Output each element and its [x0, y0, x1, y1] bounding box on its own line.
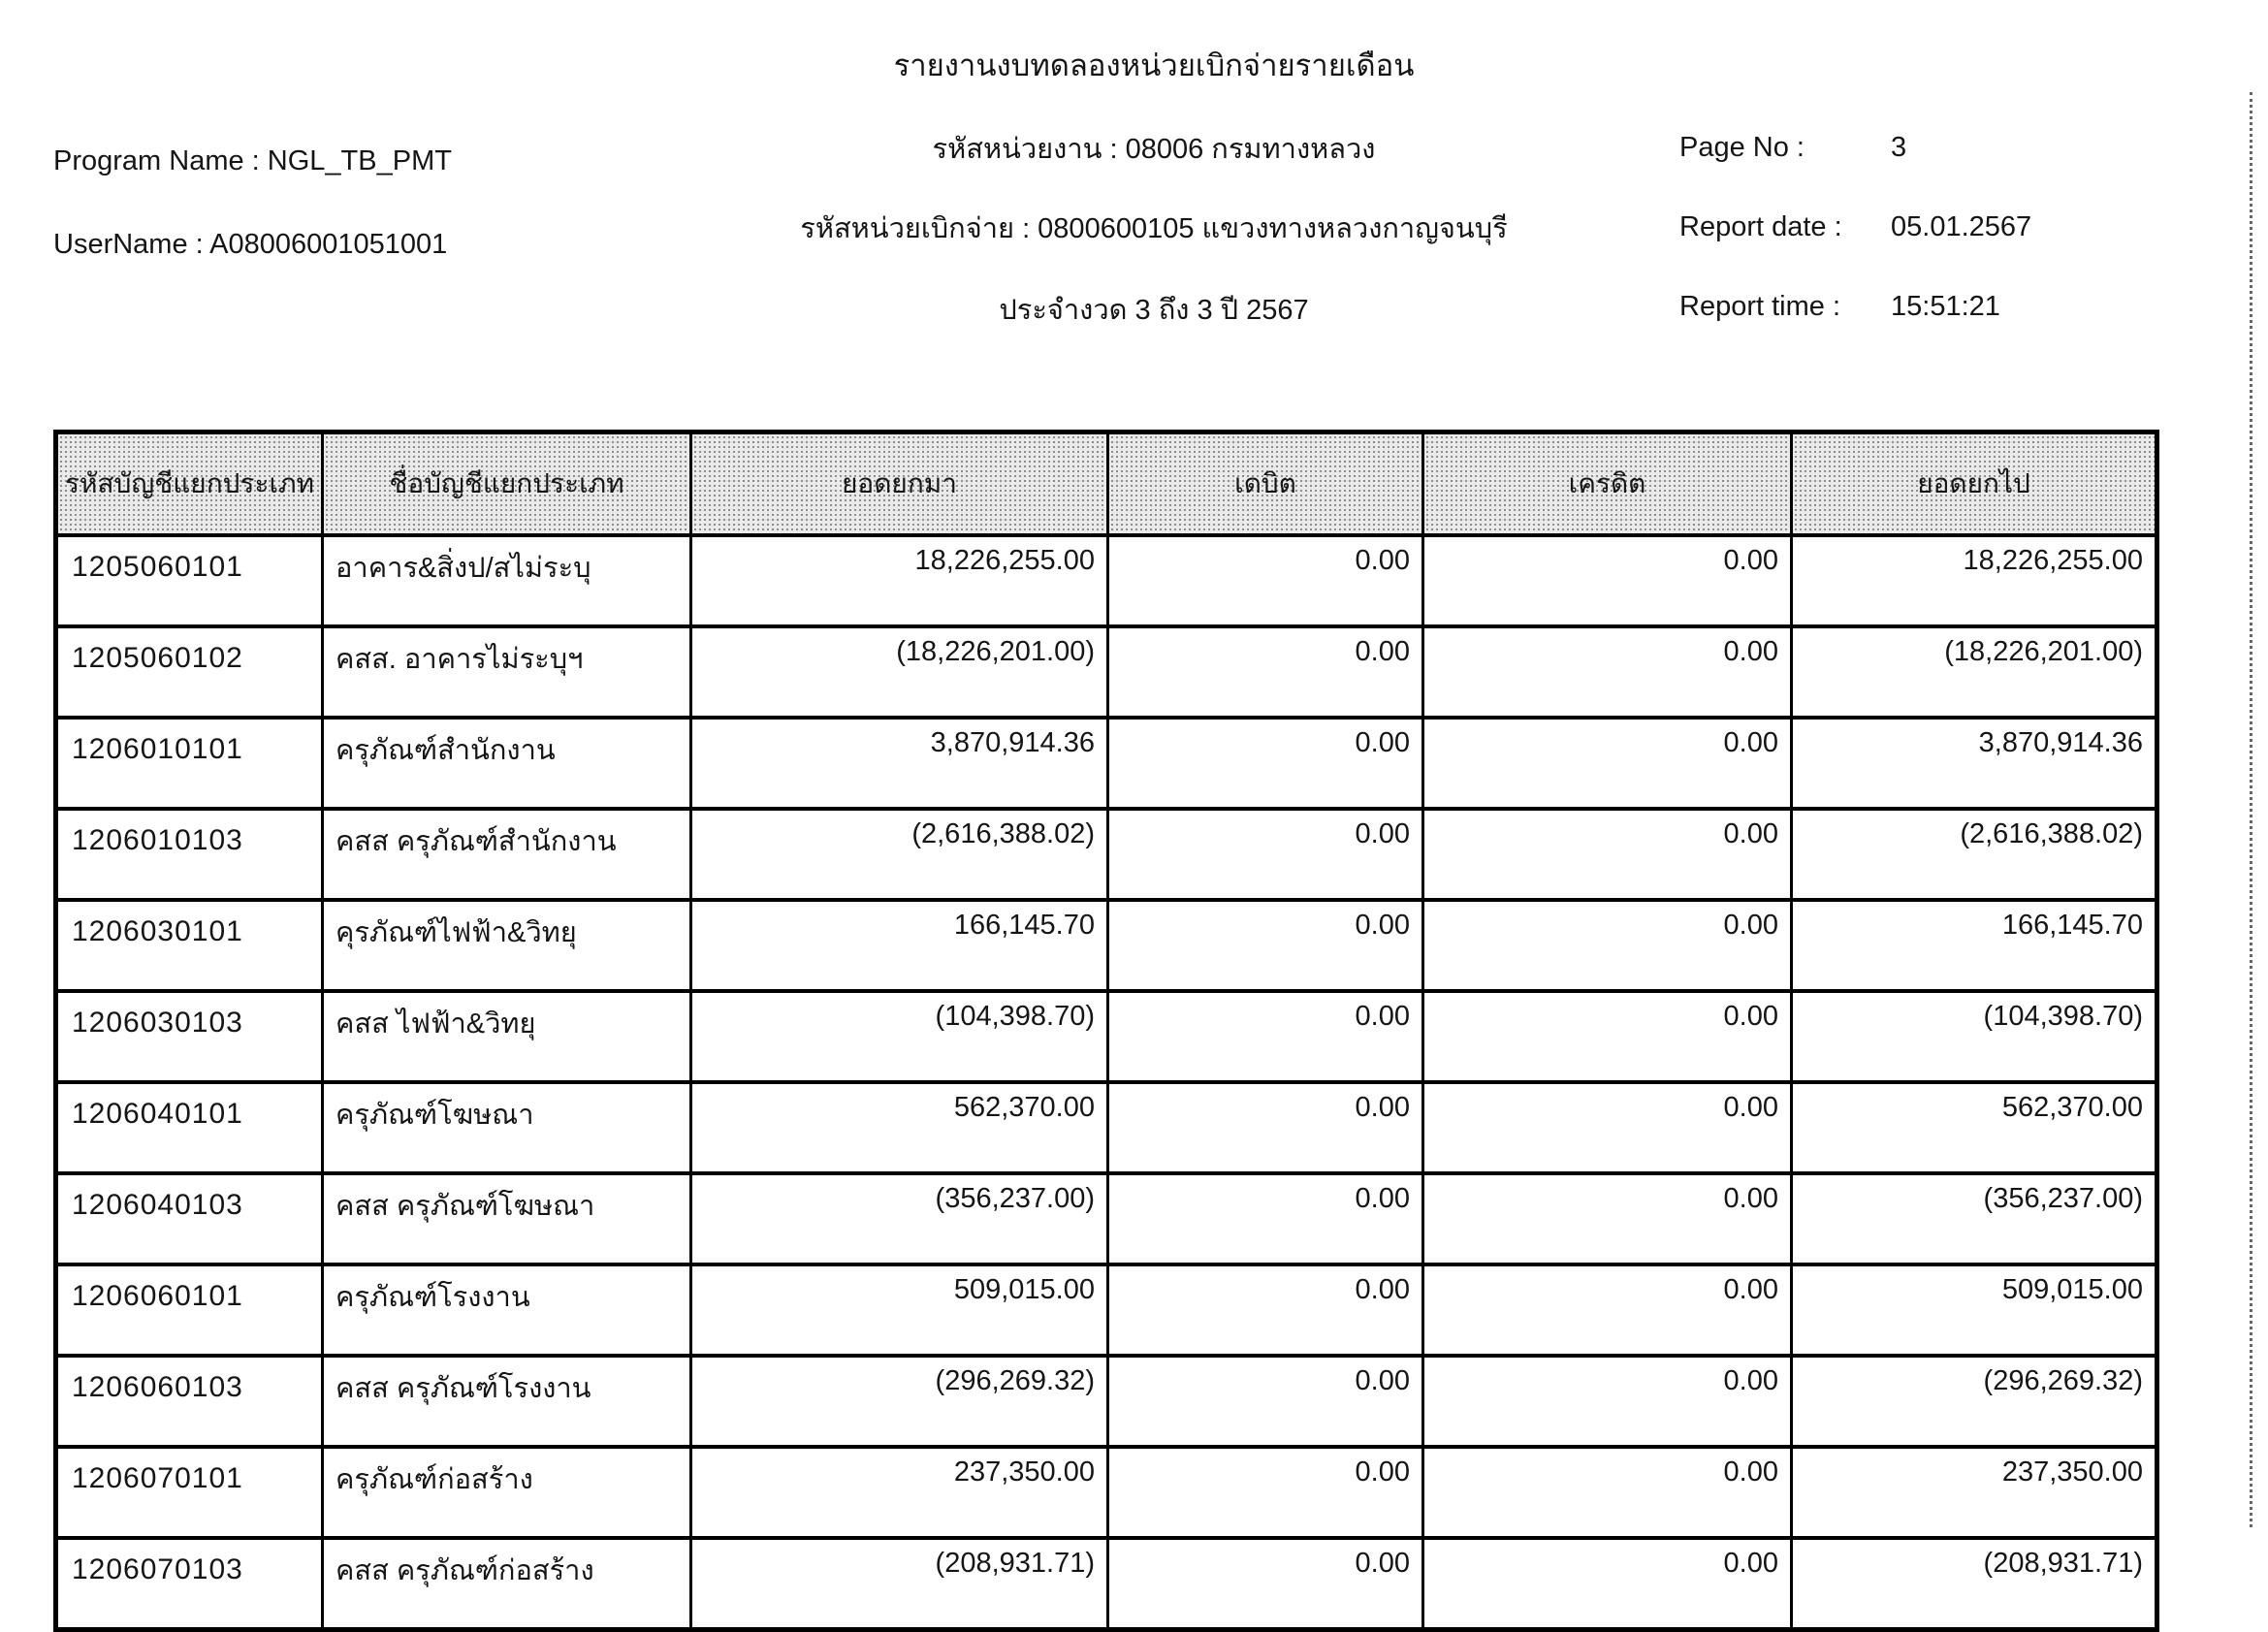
account-name-cell: คุรภัณฑ์ไฟฟ้า&วิทยุ — [323, 900, 691, 991]
debit-cell: 0.00 — [1108, 1173, 1423, 1264]
account-name-cell: คสส ครุภัณฑ์สำนักงาน — [323, 809, 691, 900]
balance-carry-cell: 237,350.00 — [1792, 1447, 2157, 1538]
table-body — [56, 535, 2157, 1630]
table-row — [56, 535, 2157, 626]
program-name-value: NGL_TB_PMT — [267, 145, 452, 176]
account-code-cell: 1206070103 — [56, 1538, 323, 1630]
page-no-label: Page No : — [1679, 132, 1805, 163]
balance-forward-cell: (104,398.70) — [691, 991, 1108, 1082]
debit-cell: 0.00 — [1108, 900, 1423, 991]
balance-carry-cell: 3,870,914.36 — [1792, 718, 2157, 809]
period-line: ประจำงวด 3 ถึง 3 ปี 2567 — [999, 295, 1309, 326]
col-header-debit: เดบิต — [1108, 432, 1423, 536]
table-row — [56, 1538, 2157, 1630]
balance-forward-cell: (2,616,388.02) — [691, 809, 1108, 900]
credit-cell: 0.00 — [1423, 1264, 1792, 1356]
balance-carry-cell: 166,145.70 — [1792, 900, 2157, 991]
col-header-credit: เครดิต — [1423, 432, 1792, 536]
debit-cell: 0.00 — [1108, 1264, 1423, 1356]
balance-forward-cell: (296,269.32) — [691, 1356, 1108, 1447]
trial-balance-table — [53, 430, 2159, 1632]
table-row — [56, 1356, 2157, 1447]
report-time-label: Report time : — [1679, 291, 1840, 322]
balance-carry-cell: 18,226,255.00 — [1792, 535, 2157, 626]
credit-cell: 0.00 — [1423, 991, 1792, 1082]
balance-forward-cell: 509,015.00 — [691, 1264, 1108, 1356]
col-header-account-code: รหัสบัญชีแยกประเภท — [56, 432, 323, 536]
balance-forward-cell: (356,237.00) — [691, 1173, 1108, 1264]
page-no-value: 3 — [1891, 132, 1907, 163]
account-code-cell: 1206060103 — [56, 1356, 323, 1447]
table-row — [56, 991, 2157, 1082]
balance-carry-cell: 562,370.00 — [1792, 1082, 2157, 1173]
report-title: รายงานงบทดลองหน่วยเบิกจ่ายรายเดือน — [893, 48, 1415, 82]
program-name-label: Program Name : — [53, 145, 260, 176]
account-code-cell: 1206030101 — [56, 900, 323, 991]
balance-carry-cell: (2,616,388.02) — [1792, 809, 2157, 900]
account-code-cell: 1206030103 — [56, 991, 323, 1082]
account-name-cell: ครุภัณฑ์โรงงาน — [323, 1264, 691, 1356]
agency-code-line: รหัสหน่วยงาน : 08006 กรมทางหลวง — [932, 134, 1376, 165]
col-header-balance-carry: ยอดยกไป — [1792, 432, 2157, 536]
balance-carry-cell: (104,398.70) — [1792, 991, 2157, 1082]
account-name-cell: คสส ไฟฟ้า&วิทยุ — [323, 991, 691, 1082]
program-name-line — [53, 145, 452, 177]
table-row — [56, 1082, 2157, 1173]
account-name-cell: คสส ครุภัณฑ์โรงงาน — [323, 1356, 691, 1447]
account-name-cell: คสส. อาคารไม่ระบุฯ — [323, 626, 691, 718]
page-edge-dotted-line — [2250, 92, 2252, 1527]
username-line — [53, 229, 447, 261]
report-date-value: 05.01.2567 — [1891, 211, 2032, 242]
table-header-row — [56, 432, 2157, 536]
table-row — [56, 626, 2157, 718]
balance-forward-cell: (208,931.71) — [691, 1538, 1108, 1630]
credit-cell: 0.00 — [1423, 626, 1792, 718]
account-code-cell: 1205060102 — [56, 626, 323, 718]
balance-forward-cell: 3,870,914.36 — [691, 718, 1108, 809]
account-name-cell: ครุภัณฑ์สำนักงาน — [323, 718, 691, 809]
balance-forward-cell: 166,145.70 — [691, 900, 1108, 991]
debit-cell: 0.00 — [1108, 626, 1423, 718]
debit-cell: 0.00 — [1108, 718, 1423, 809]
col-header-balance-forward: ยอดยกมา — [691, 432, 1108, 536]
account-code-cell: 1206070101 — [56, 1447, 323, 1538]
account-name-cell: ครุภัณฑ์ก่อสร้าง — [323, 1447, 691, 1538]
account-code-cell: 1205060101 — [56, 535, 323, 626]
credit-cell: 0.00 — [1423, 809, 1792, 900]
debit-cell: 0.00 — [1108, 1447, 1423, 1538]
account-code-cell: 1206040103 — [56, 1173, 323, 1264]
credit-cell: 0.00 — [1423, 1447, 1792, 1538]
account-name-cell: อาคาร&สิ่งป/สไม่ระบุ — [323, 535, 691, 626]
table-row — [56, 718, 2157, 809]
table-row — [56, 809, 2157, 900]
balance-carry-cell: (18,226,201.00) — [1792, 626, 2157, 718]
credit-cell: 0.00 — [1423, 535, 1792, 626]
account-name-cell: คสส ครุภัณฑ์โฆษณา — [323, 1173, 691, 1264]
balance-carry-cell: (296,269.32) — [1792, 1356, 2157, 1447]
credit-cell: 0.00 — [1423, 1356, 1792, 1447]
table-row — [56, 1447, 2157, 1538]
debit-cell: 0.00 — [1108, 1082, 1423, 1173]
account-code-cell: 1206040101 — [56, 1082, 323, 1173]
account-code-cell: 1206060101 — [56, 1264, 323, 1356]
username-value: A08006001051001 — [209, 229, 448, 260]
balance-carry-cell: 509,015.00 — [1792, 1264, 2157, 1356]
username-label: UserName : — [53, 229, 204, 260]
disbursement-unit-line: รหัสหน่วยเบิกจ่าย : 0800600105 แขวงทางหลวงกาญจนบุรี — [800, 213, 1508, 244]
report-date-label: Report date : — [1679, 211, 1842, 242]
table-row — [56, 900, 2157, 991]
debit-cell: 0.00 — [1108, 535, 1423, 626]
account-code-cell: 1206010103 — [56, 809, 323, 900]
col-header-account-name: ชื่อบัญชีแยกประเภท — [323, 432, 691, 536]
credit-cell: 0.00 — [1423, 718, 1792, 809]
debit-cell: 0.00 — [1108, 1356, 1423, 1447]
debit-cell: 0.00 — [1108, 809, 1423, 900]
credit-cell: 0.00 — [1423, 1173, 1792, 1264]
account-code-cell: 1206010101 — [56, 718, 323, 809]
balance-forward-cell: 562,370.00 — [691, 1082, 1108, 1173]
balance-carry-cell: (208,931.71) — [1792, 1538, 2157, 1630]
credit-cell: 0.00 — [1423, 1538, 1792, 1630]
account-name-cell: ครุภัณฑ์โฆษณา — [323, 1082, 691, 1173]
balance-forward-cell: (18,226,201.00) — [691, 626, 1108, 718]
report-time-value: 15:51:21 — [1891, 291, 2000, 322]
debit-cell: 0.00 — [1108, 991, 1423, 1082]
credit-cell: 0.00 — [1423, 900, 1792, 991]
balance-forward-cell: 18,226,255.00 — [691, 535, 1108, 626]
table-row — [56, 1264, 2157, 1356]
debit-cell: 0.00 — [1108, 1538, 1423, 1630]
credit-cell: 0.00 — [1423, 1082, 1792, 1173]
table-row — [56, 1173, 2157, 1264]
balance-forward-cell: 237,350.00 — [691, 1447, 1108, 1538]
account-name-cell: คสส ครุภัณฑ์ก่อสร้าง — [323, 1538, 691, 1630]
balance-carry-cell: (356,237.00) — [1792, 1173, 2157, 1264]
